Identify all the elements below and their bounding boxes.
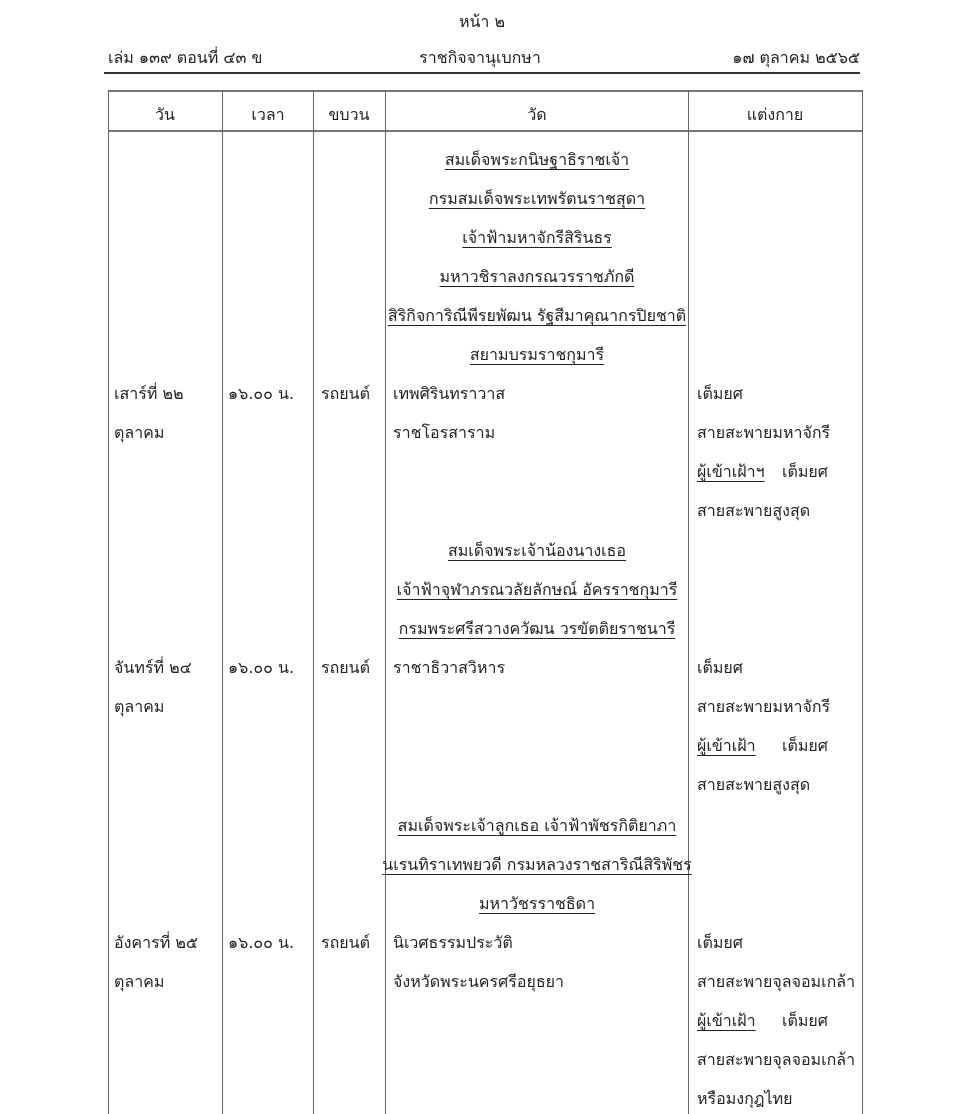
royal-title-line: เจ้าฟ้าจุฬาภรณวลัยลักษณ์ อัครราชกุมารี <box>396 580 678 599</box>
day-cell-line: เสาร์ที่ ๒๒ <box>114 384 184 403</box>
column-divider <box>108 90 109 1114</box>
column-header-day: วัน <box>155 105 175 124</box>
time-cell: ๑๖.๐๐ น. <box>228 933 295 952</box>
royal-title-line: สมเด็จพระกนิษฐาธิราชเจ้า <box>444 150 630 169</box>
dress-cell-line: ผู้เข้าเฝ้า <box>697 1011 756 1030</box>
dress-cell-line: สายสะพายมหาจักรี <box>697 697 831 716</box>
column-divider <box>385 90 386 1114</box>
publication-title: ราชกิจจานุเบกษา <box>419 48 541 67</box>
column-divider <box>313 90 314 1114</box>
publication-date: ๑๗ ตุลาคม ๒๕๖๕ <box>732 48 860 67</box>
dress-cell-line: เต็มยศ <box>697 933 743 952</box>
dress-cell-line: ผู้เข้าเฝ้าฯ <box>697 462 765 481</box>
royal-title-line: นเรนทิราเทพยวดี กรมหลวงราชสาริณีสิริพัชร <box>382 855 692 874</box>
dress-cell-line: สายสะพายจุลจอมเกล้า <box>697 1050 856 1069</box>
header-rule <box>104 72 860 74</box>
time-cell: ๑๖.๐๐ น. <box>228 658 295 677</box>
column-divider <box>222 90 223 1114</box>
column-header-dress: แต่งกาย <box>746 105 804 124</box>
page-number: หน้า ๒ <box>458 12 506 31</box>
dress-cell-line: หรือมงกุฎไทย <box>697 1089 793 1108</box>
column-header-time: เวลา <box>251 105 285 124</box>
royal-title-line: กรมพระศรีสวางควัฒน วรขัตติยราชนารี <box>398 619 676 638</box>
dress-cell-line: สายสะพายสูงสุด <box>697 775 811 794</box>
day-cell-line: จันทร์ที่ ๒๔ <box>114 658 192 677</box>
column-divider <box>688 90 689 1114</box>
royal-title-line: สมเด็จพระเจ้าน้องนางเธอ <box>447 541 627 560</box>
dress-cell-line: เต็มยศ <box>697 384 743 403</box>
royal-title-line: สยามบรมราชกุมารี <box>469 345 605 364</box>
temple-cell-line: ราชาธิวาสวิหาร <box>393 658 506 677</box>
royal-title-line: มหาวัชรราชธิดา <box>478 894 596 913</box>
royal-title-line: มหาวชิราลงกรณวรราชภักดี <box>439 267 635 286</box>
dress-cell-line: สายสะพายจุลจอมเกล้า <box>697 972 856 991</box>
royal-title-line: สิริกิจการิณีพีรยพัฒน รัฐสีมาคุณากรปิยชาติ <box>387 306 687 325</box>
procession-cell: รถยนต์ <box>321 933 370 952</box>
dress-cell-line: เต็มยศ <box>697 658 743 677</box>
procession-cell: รถยนต์ <box>321 658 370 677</box>
dress-cell-suffix: เต็มยศ <box>782 736 828 755</box>
temple-cell-line: นิเวศธรรมประวัติ <box>393 933 513 952</box>
time-cell: ๑๖.๐๐ น. <box>228 384 295 403</box>
royal-title-line: สมเด็จพระเจ้าลูกเธอ เจ้าฟ้าพัชรกิติยาภา <box>397 816 677 835</box>
royal-title-line: เจ้าฟ้ามหาจักรีสิรินธร <box>462 228 612 247</box>
royal-title-line: กรมสมเด็จพระเทพรัตนราชสุดา <box>428 189 646 208</box>
dress-cell-line: สายสะพายสูงสุด <box>697 501 811 520</box>
volume-info: เล่ม ๑๓๙ ตอนที่ ๔๓ ข <box>108 48 263 67</box>
column-header-procession: ขบวน <box>328 105 370 124</box>
day-cell-line: ตุลาคม <box>114 697 165 716</box>
procession-cell: รถยนต์ <box>321 384 370 403</box>
temple-cell-line: จังหวัดพระนครศรีอยุธยา <box>393 972 564 991</box>
column-divider <box>862 90 863 1114</box>
temple-cell-line: ราชโอรสาราม <box>393 423 496 442</box>
day-cell-line: ตุลาคม <box>114 423 165 442</box>
dress-cell-suffix: เต็มยศ <box>782 1011 828 1030</box>
dress-cell-suffix: เต็มยศ <box>782 462 828 481</box>
temple-cell-line: เทพศิรินทราวาส <box>393 384 506 403</box>
column-header-temple: วัด <box>527 105 547 124</box>
day-cell-line: อังคารที่ ๒๕ <box>114 933 198 952</box>
dress-cell-line: สายสะพายมหาจักรี <box>697 423 831 442</box>
day-cell-line: ตุลาคม <box>114 972 165 991</box>
dress-cell-line: ผู้เข้าเฝ้า <box>697 736 756 755</box>
